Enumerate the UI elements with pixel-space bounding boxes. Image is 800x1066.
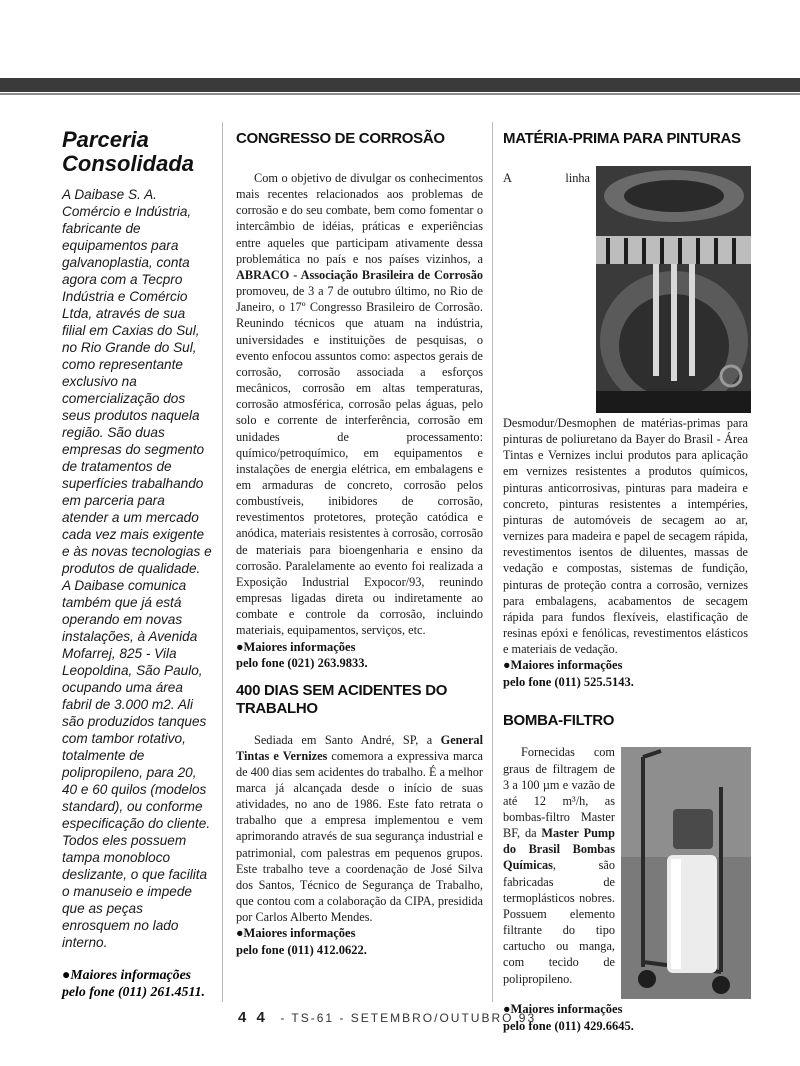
article-parceria bbox=[62, 128, 212, 1000]
article-body bbox=[62, 186, 212, 951]
article-congresso bbox=[236, 130, 483, 958]
body-text: A linha Desmodur/Desmophen de matérias-primas para pinturas de poliuretano da Bayer do Brasil - Área Tintas e Vernizes inclui produtos para aplicação em vernizes resistentes a produtos químicos, pinturas anticorrosivas, pinturas para madeira e concreto, pinturas resistentes a intempéries, pinturas de automóveis de secagem ao ar, vernizes para madeira e papel de secagem rápida, revestimentos isentos de diluentes, massas de vedação e compostas, sistemas de fundição, pinturas de proteção contra a corrosão, vernizes para embalagens, acabamentos de secagem rápida para fundos flexíveis, elastificação de resinas epóxi e fenólicas, revestimentos elásticos e materiais de vedação. bbox=[503, 171, 748, 657]
page-number: 4 4 bbox=[238, 1009, 268, 1026]
more-info-phone: pelo fone (011) 412.0622. bbox=[236, 942, 367, 957]
more-info bbox=[503, 657, 748, 690]
article-body bbox=[236, 732, 483, 926]
company-name: General Tintas e Vernizes bbox=[236, 732, 483, 763]
more-info: ●Maiores informações pelo fone (011) 261.4511. bbox=[62, 967, 205, 999]
body-text: Com o objetivo de divulgar os conhecimentos mais recentes relacionados aos problemas de corrosão e do seu combate, bem como fomentar o intercâmbio de idéias, práticas e experiências entre aqueles que participam ativamente dessa problemática no país e nos países vizinhos, a bbox=[236, 171, 483, 266]
page-footer bbox=[238, 1009, 758, 1027]
article-body bbox=[503, 744, 748, 986]
more-info bbox=[236, 639, 483, 672]
more-info-phone: pelo fone (011) 525.5143. bbox=[503, 674, 634, 689]
article-body bbox=[236, 170, 483, 639]
article-title: Parceria Consolidada bbox=[62, 127, 195, 176]
company-name: Master Pump do Brasil Bombas Químicas bbox=[503, 826, 615, 873]
more-info-label: ●Maiores informações bbox=[503, 658, 623, 673]
column-divider bbox=[222, 122, 223, 1002]
column-divider bbox=[492, 122, 493, 1002]
more-info-label: ●Maiores informações bbox=[236, 926, 356, 941]
more-info-label: ●Maiores informações bbox=[503, 1002, 623, 1017]
body-text: Fornecidas com graus de filtragem de 3 a 100 µm e vazão de até 12 m³/h, as bombas-filtro Master BF, da bbox=[503, 745, 615, 841]
more-info bbox=[236, 925, 483, 958]
more-info-phone: pelo fone (021) 263.9833. bbox=[236, 656, 368, 671]
reactor-photo bbox=[596, 166, 751, 413]
body-text: promoveu, de 3 a 7 de outubro último, no Rio de Janeiro, o 17º Congresso Brasileiro de Corrosão. Reunindo técnicos que atuam na indústria, universidades e instituições de pesquisas, o evento enfocou assuntos como: aspectos gerais de corrosão, corrosão associada a esforços mecânicos, corrosão em altas temperaturas, corrosão atmosférica, corrosão pelas águas, pelo solo e corrente de interferência, corrosão em unidades de processamento: químico/petroquímico, em equipamentos e instalações de energia elétrica, em embalagens e em armaduras de concreto, corrosão pelos combustíveis, inibidores de corrosão, revestimentos protetores, proteção catódica e anódica, materiais resistentes à corrosão, corrosão de materiais para bioengenharia e ensino da corrosão. Paralelamente ao evento foi realizada a Exposição Industrial Expocor/93, reunindo empresas ligadas direta ou indiretamente ao combate e controle da corrosão, incluindo materiais, equipamentos, serviços, etc. bbox=[236, 284, 483, 638]
body-text: , são fabricadas de termoplásticos nobres. Possuem elemento filtrante do tipo cartucho ou manga, com tecido de polipropileno. bbox=[503, 858, 615, 986]
more-info-phone: pelo fone (011) 429.6645. bbox=[503, 1018, 634, 1033]
article-title: 400 DIAS SEM ACIDENTES DO TRABALHO bbox=[236, 681, 448, 717]
article-title: MATÉRIA-PRIMA PARA PINTURAS bbox=[503, 130, 741, 147]
more-info-label: ●Maiores informações bbox=[236, 639, 356, 654]
paragraph: A Daibase comunica também que já está operando em novas instalações, à Avenida Mofarrej, 825 - Vila Leopoldina, São Paulo, ocupando uma área fabril de 3.000 m2. Ali são produzidos tanques com tambor rotativo, totalmente de polipropileno, para 20, 40 e 60 quilos (modelos standard), ou conforme especificação do cliente. Todos eles possuem tampa monobloco deslizante, o que facilita o manuseio e impede que as peças enrosquem no lado interno. bbox=[62, 578, 211, 950]
article-materia-prima bbox=[503, 130, 748, 1034]
pump-filter-photo bbox=[621, 747, 751, 999]
header-rule bbox=[0, 78, 800, 92]
issue-reference: - TS-61 - SETEMBRO/OUTUBRO 93 bbox=[280, 1011, 537, 1025]
paragraph: A Daibase S. A. Comércio e Indústria, fabricante de equipamentos para galvanoplastia, conta agora com a Tecpro Indústria e Comércio Ltda, através de sua filial em Caxias do Sul, no Rio Grande do Sul, como representante exclusivo na comercialização dos seus produtos naquela região. São duas empresas do segmento de tratamentos de superfícies trabalhando em parceria para atender a um mercado cada vez mais exigente e às novas tecnologias e produtos de qualidade. bbox=[62, 187, 212, 576]
article-title: CONGRESSO DE CORROSÃO bbox=[236, 130, 445, 147]
header-thin-rule bbox=[0, 93, 800, 95]
article-title: BOMBA-FILTRO bbox=[503, 712, 615, 730]
article-body bbox=[503, 170, 748, 657]
body-text: comemora a expressiva marca de 400 dias sem acidentes do trabalho. É a melhor marca já alcançada desde o início de suas atividades, no ano de 1986. Este fato retrata o trabalho que a empresa implementou e vem aprimorando através de sua segurança industrial e patrimonial, com palestras em pequenos grupos. Este trabalho teve a coordenação de José Silva dos Santos, Técnico de Segurança de Trabalho, que contou com a colaboração da CIPA, presidida por Carlos Alberto Mendes. bbox=[236, 748, 483, 925]
body-text: Sediada em Santo André, SP, a bbox=[254, 732, 441, 747]
company-name: ABRACO - Associação Brasileira de Corrosão bbox=[236, 267, 483, 282]
